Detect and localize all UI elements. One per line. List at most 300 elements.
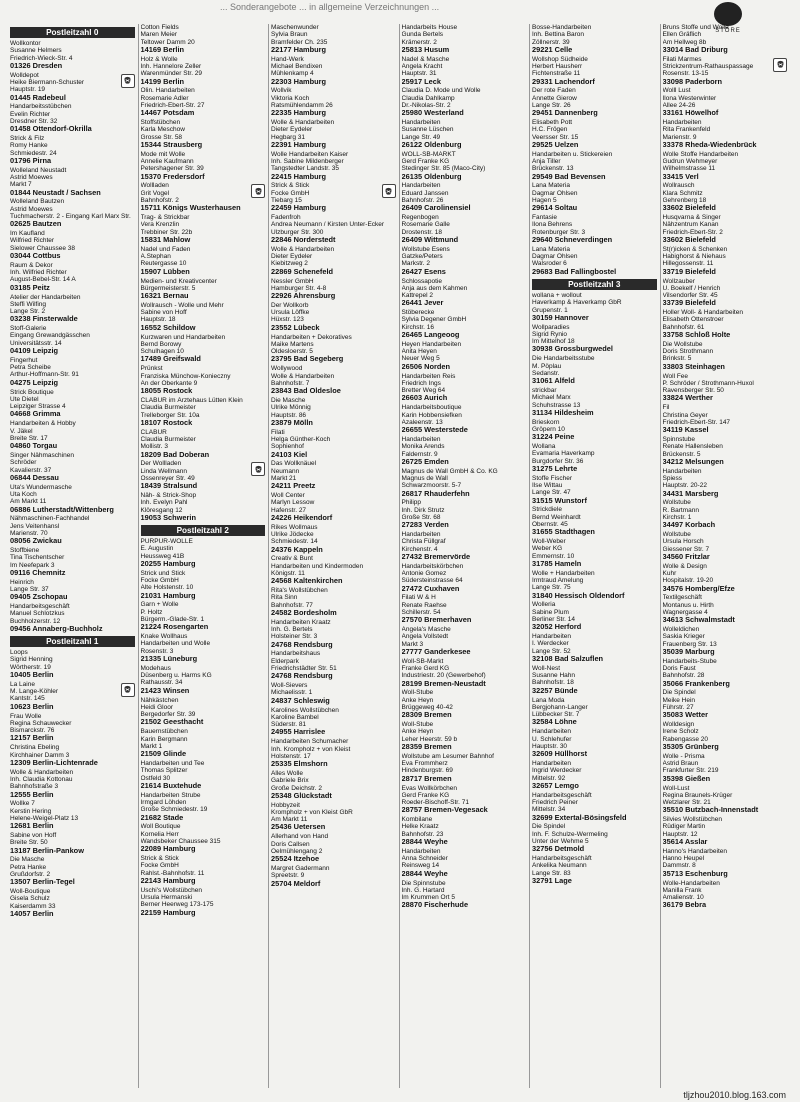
store-postal-city: 33719 Bielefeld <box>662 267 716 276</box>
store-entry <box>271 492 396 522</box>
store-emblem-icon <box>773 58 787 72</box>
store-detail-line: Klara Schmitz <box>662 189 703 197</box>
store-detail-line: Michael Bendixen <box>271 62 323 70</box>
store-postal-city: 26506 Norden <box>401 362 450 371</box>
store-detail-line: Evas Wollkörbchen <box>401 784 458 792</box>
store-detail-line: Heinrich <box>10 578 34 586</box>
store-detail-line: Focke GmbH <box>140 862 179 870</box>
store-detail-line: Klöresgang 12 <box>140 506 183 514</box>
store-detail-line: Bruns Stoffe und Wolle <box>662 24 729 31</box>
store-detail-line: V. Jäkel <box>10 427 33 435</box>
store-entry <box>271 650 396 680</box>
store-detail-line: Wollstube <box>662 499 691 507</box>
store-entry <box>10 800 135 830</box>
store-detail-line: Gerd Franke KG <box>401 791 450 799</box>
store-detail-line: Brückenstr. 5 <box>662 450 701 458</box>
store-detail-line: Im Neefepark 3 <box>10 561 55 569</box>
store-entry <box>663 721 788 751</box>
store-postal-city: 28717 Bremen <box>401 774 452 783</box>
store-entry <box>402 721 527 751</box>
store-detail-line: Alles Wolle <box>271 769 304 777</box>
store-detail-line: Hanno Heupel <box>662 855 705 863</box>
store-entry <box>10 325 135 355</box>
store-postal-city: 33824 Werther <box>662 394 713 403</box>
store-detail-line: Uta's Wundermasche <box>10 483 72 491</box>
store-entry <box>402 880 527 910</box>
store-detail-line: Haverkamp & Haverkamp GbR <box>532 299 622 307</box>
store-entry <box>532 119 657 149</box>
store-detail-line: Astrid Braun <box>662 760 699 768</box>
store-entry <box>141 334 266 364</box>
store-entry <box>532 697 657 727</box>
store-entry <box>10 452 135 482</box>
store-detail-line: Wollstube am Lesumer Bahnhof <box>401 752 494 760</box>
store-detail-line: Woll-Lust <box>662 784 690 792</box>
store-detail-line: Wollzauber <box>662 277 695 285</box>
store-detail-line: P. Schröder / Strothmann-Huxol <box>662 379 754 387</box>
store-detail-line: Fadenfroh <box>271 214 301 222</box>
store-detail-line: Brüggeweg 40-42 <box>401 704 453 712</box>
store-detail-line: Petra Scheibe <box>10 364 51 372</box>
store-postal-city: 33098 Paderborn <box>662 77 723 86</box>
store-postal-city: 04668 Grimma <box>10 410 61 419</box>
store-postal-city: 35510 Butzbach-Innenstadt <box>662 806 759 815</box>
store-detail-line: Franziska Münchow-Konieczny <box>140 372 231 380</box>
store-detail-line: Maike Martens <box>271 340 314 348</box>
store-postal-city: 29331 Lachendorf <box>532 77 595 86</box>
store-detail-line: Trag- & Strickbar <box>140 214 190 222</box>
store-detail-line: Gehrenberg 18 <box>662 197 707 205</box>
store-entry <box>663 151 788 181</box>
store-entry <box>271 278 396 301</box>
store-postal-city: 26603 Aurich <box>401 394 448 403</box>
store-detail-line: Im Krummen Ort 5 <box>401 894 455 902</box>
store-entry <box>141 278 266 301</box>
store-detail-line: Lange Str. 2 <box>10 308 46 316</box>
store-detail-line: Das Wollknäuel <box>271 460 317 468</box>
store-postal-city: 32791 Lage <box>532 876 572 885</box>
store-postal-city: 25704 Meldorf <box>271 879 321 888</box>
store-detail-line: Schmiedestr. 24 <box>10 149 57 157</box>
store-entry <box>402 24 527 54</box>
store-detail-line: Markt 3 <box>401 640 424 648</box>
store-detail-line: M. Lange-Köhler <box>10 688 59 696</box>
store-postal-city: 32257 Bünde <box>532 686 578 695</box>
store-detail-line: Bahnhofstr. 23 <box>401 830 444 838</box>
store-detail-line: Handarbeiten u. Stickereien <box>532 150 613 158</box>
store-detail-line: Handarbeitskörbchen <box>401 562 464 570</box>
store-entry <box>141 429 266 459</box>
store-entry <box>10 262 135 292</box>
store-detail-line: Ankelika Neumann <box>532 862 587 870</box>
store-entry <box>10 167 135 197</box>
store-entry <box>663 689 788 719</box>
store-detail-line: Woll-Stube <box>401 721 434 729</box>
store-entry <box>141 492 266 522</box>
store-entry <box>663 753 788 783</box>
store-postal-city: 24768 Rendsburg <box>271 640 333 649</box>
store-detail-line: Wilhelmstrasse 11 <box>662 165 716 173</box>
store-detail-line: Wollparadies <box>532 323 570 331</box>
store-detail-line: Woll Center <box>271 492 305 500</box>
store-detail-line: Petershagener Str. 39 <box>140 165 204 173</box>
store-detail-line: Hospitalstr. 19-20 <box>662 577 714 585</box>
store-postal-city: 28870 Fischerhude <box>401 901 469 910</box>
store-detail-line: Wolleland Neustadt <box>10 166 67 174</box>
store-detail-line: Hillegossenstr. 11 <box>662 260 714 268</box>
store-entry <box>141 397 266 427</box>
store-entry <box>532 665 657 695</box>
store-detail-line: Karolines Wollstübchen <box>271 706 339 714</box>
store-entry <box>532 760 657 790</box>
store-postal-city: 01326 Dresden <box>10 61 63 70</box>
store-detail-line: I. Werdecker <box>532 640 569 648</box>
store-entry <box>271 365 396 395</box>
store-detail-line: Handarbeiten <box>401 182 441 190</box>
store-detail-line: Handarbeiten Schumacher <box>271 738 349 746</box>
store-postal-city: 29221 Celle <box>532 45 573 54</box>
store-detail-line: Nähkästchen <box>140 696 179 704</box>
store-detail-line: Loops <box>10 649 28 657</box>
store-entry <box>141 570 266 600</box>
store-postal-city: 33803 Steinhagen <box>662 362 725 371</box>
store-entry <box>663 658 788 688</box>
store-detail-line: Filati W & H <box>401 594 436 602</box>
store-entry <box>402 151 527 181</box>
store-detail-line: Fantasie <box>532 214 557 222</box>
store-detail-line: Hand-Werk <box>271 55 304 63</box>
store-detail-line: Fil <box>662 404 670 412</box>
store-detail-line: Bergjohann-Langer <box>532 703 588 711</box>
store-postal-city: 18209 Bad Doberan <box>140 450 210 459</box>
store-entry <box>10 832 135 855</box>
store-detail-line: Karin Bergmann <box>140 735 188 743</box>
store-entry <box>271 619 396 649</box>
store-detail-line: Am Markt 11 <box>10 498 47 506</box>
store-postal-city: 12157 Berlin <box>10 734 54 743</box>
store-detail-line: Hafenstr. 27 <box>271 506 307 514</box>
store-detail-line: Hauptstr. 20-22 <box>662 482 707 490</box>
store-postal-city: 06844 Dessau <box>10 473 59 482</box>
store-detail-line: Am Hellweg 8b <box>662 38 707 46</box>
store-detail-line: Annelie Kaufmann <box>140 158 194 166</box>
store-entry <box>663 785 788 815</box>
store-detail-line: CLABUR im Ärztehaus Lütten Klein <box>140 396 243 404</box>
store-detail-line: Dammstr. 8 <box>662 862 696 870</box>
store-detail-line: Wollladen <box>140 182 169 190</box>
store-postal-city: 21509 Glinde <box>140 750 187 759</box>
store-postal-city: 16552 Schildow <box>140 323 196 332</box>
store-entry <box>10 744 135 767</box>
store-entry <box>402 563 527 593</box>
store-postal-city: 32699 Extertal-Bösingsfeld <box>532 813 627 822</box>
store-detail-line: Emmernstr. 10 <box>532 552 575 560</box>
store-detail-line: Leipziger Strasse 4 <box>10 403 66 411</box>
store-detail-line: Zöllnerstr. 39 <box>532 38 570 46</box>
store-entry <box>402 246 527 276</box>
store-detail-line: Habighorst & Niehaus <box>662 253 726 261</box>
store-entry <box>271 151 396 181</box>
store-detail-line: Markt 21 <box>271 474 297 482</box>
store-postal-city: 28844 Weyhe <box>401 838 448 847</box>
store-postal-city: 15370 Fredersdorf <box>140 172 205 181</box>
store-postal-city: 21031 Hamburg <box>140 591 196 600</box>
store-detail-line: Wolleldichen <box>662 626 700 634</box>
store-detail-line: Rathausstr. 34 <box>140 679 183 687</box>
store-detail-line: strickbar <box>532 386 557 394</box>
store-detail-line: Amalienstr. 10 <box>662 894 704 902</box>
store-postal-city: 15907 Lübben <box>140 267 190 276</box>
store-detail-line: Antonie Gomez <box>401 569 447 577</box>
store-detail-line: Husqvarna & Singer <box>662 214 721 222</box>
store-detail-line: Handarbeiten <box>401 435 441 443</box>
store-detail-line: Christina Geyer <box>662 411 708 419</box>
store-entry <box>532 475 657 505</box>
store-postal-city: 01796 Pirna <box>10 156 52 165</box>
store-postal-city: 34613 Schwalmstadt <box>662 616 735 625</box>
store-detail-line: Kurzwaren und Handarbeiten <box>140 333 226 341</box>
store-entry <box>532 56 657 86</box>
store-entry <box>663 214 788 244</box>
store-detail-line: Annette Gierow <box>532 94 577 102</box>
store-entry <box>271 555 396 585</box>
store-entry <box>271 587 396 617</box>
store-detail-line: Spiess <box>662 474 683 482</box>
store-detail-line: Mittelstr. 34 <box>532 806 566 814</box>
store-detail-line: Medien- und Kreativcenter <box>140 277 217 285</box>
store-detail-line: Unter der Wehme 5 <box>532 837 589 845</box>
store-detail-line: Wolle & Handarbeiten <box>10 768 74 776</box>
store-entry <box>402 404 527 434</box>
store-detail-line: Stoffstübchen <box>140 119 181 127</box>
store-postal-city: 26441 Jever <box>401 299 444 308</box>
store-detail-line: Handarbeiten Kraatz <box>271 618 331 626</box>
store-detail-line: Oelmühlengang 2 <box>271 847 323 855</box>
store-detail-line: Grit Vogel <box>140 189 170 197</box>
store-postal-city: 30159 Hannover <box>532 313 589 322</box>
store-detail-line: Inh. Wilfried Richter <box>10 269 67 277</box>
store-postal-city: 24211 Preetz <box>271 482 316 491</box>
store-detail-line: Ilona Behrens <box>532 221 573 229</box>
store-postal-city: 18439 Stralsund <box>140 482 198 491</box>
store-postal-city: 14199 Berlin <box>140 77 185 86</box>
store-postal-city: 23795 Bad Segeberg <box>271 355 344 364</box>
store-postal-city: 24582 Bordesholm <box>271 608 337 617</box>
store-postal-city: 10405 Berlin <box>10 671 54 680</box>
store-detail-line: Anke Heyn <box>401 696 434 704</box>
store-detail-line: Wolle + Handarbeiten <box>532 569 595 577</box>
store-detail-line: Handarbeitsgeschäft <box>532 791 592 799</box>
store-directory <box>10 24 790 1088</box>
store-detail-line: Doris Strothmann <box>662 348 714 356</box>
store-detail-line: Handarbeiten <box>401 119 441 127</box>
store-detail-line: Ursula Löffke <box>271 309 310 317</box>
store-entry <box>10 198 135 228</box>
store-detail-line: Vilsendorfer Str. 45 <box>662 292 718 300</box>
store-entry <box>10 420 135 450</box>
store-detail-line: Strickdiele <box>532 506 562 514</box>
store-detail-line: Heidi Gloor <box>140 703 174 711</box>
store-detail-line: Weber KG <box>532 545 563 553</box>
store-detail-line: Große Deichstr. 2 <box>271 784 322 792</box>
store-detail-line: Focke GmbH <box>140 577 179 585</box>
store-detail-line: Allee 24-26 <box>662 101 696 109</box>
store-detail-line: Berner Heerweg 173-175 <box>140 901 214 909</box>
store-entry <box>663 182 788 212</box>
store-postal-city: 22869 Schenefeld <box>271 267 334 276</box>
store-entry <box>271 802 396 832</box>
store-entry <box>532 506 657 536</box>
store-detail-line: Franke Gerd KG <box>401 665 450 673</box>
store-detail-line: Leher Heerstr. 59 b <box>401 735 458 743</box>
store-detail-line: Berliner Str. 14 <box>532 616 575 624</box>
store-entry <box>141 887 266 917</box>
store-detail-line: Bahnhofstr. 26 <box>401 197 444 205</box>
store-detail-line: Wolle & Design <box>662 562 707 570</box>
store-detail-line: Steffi Wilfing <box>10 300 47 308</box>
store-detail-line: Rosemarie Adler <box>140 94 189 102</box>
store-detail-line: E. Augustin <box>140 545 174 553</box>
store-detail-line: La Laine <box>10 680 35 688</box>
store-detail-line: Der Wollladen <box>140 460 182 468</box>
store-detail-line: H.C. Frögen <box>532 126 568 134</box>
store-detail-line: Renate Raehse <box>401 601 447 609</box>
store-detail-line: Kirchhainer Damm 3 <box>10 751 70 759</box>
store-entry <box>532 355 657 385</box>
store-detail-line: Handarbeiten & Hobby <box>10 420 76 428</box>
store-detail-line: Dresdner Str. 32 <box>10 117 58 125</box>
store-detail-line: Lange Str. 49 <box>401 133 441 141</box>
store-detail-line: St(r)icken & Schenken <box>662 245 728 253</box>
store-postal-city: 28199 Bremen-Neustadt <box>401 679 486 688</box>
store-detail-line: Uta Koch <box>10 490 37 498</box>
store-entry <box>271 246 396 276</box>
store-detail-line: Handarbeiten und Wolle <box>140 640 211 648</box>
store-detail-line: Rüdiger Martin <box>662 823 706 831</box>
store-postal-city: 28757 Bremen-Vegesack <box>401 806 488 815</box>
store-detail-line: Grupenstr. 1 <box>532 306 568 314</box>
store-postal-city: 26725 Emden <box>401 457 449 466</box>
store-detail-line: Rosenstr. 13-15 <box>662 70 709 78</box>
store-entry <box>271 214 396 244</box>
store-detail-line: Meike Hein <box>662 696 696 704</box>
store-detail-line: Irmgard Löhden <box>140 798 187 806</box>
store-detail-line: Gröpern 10 <box>532 425 565 433</box>
store-entry <box>532 570 657 600</box>
store-entry <box>532 24 657 54</box>
store-detail-line: Wollshop Südheide <box>532 55 588 63</box>
store-postal-city: 31655 Stadthagen <box>532 528 595 537</box>
store-postal-city: 35305 Grünberg <box>662 743 719 752</box>
store-detail-line: Woll-Sievers <box>271 682 308 690</box>
store-entry <box>271 460 396 490</box>
store-detail-line: Bismarckstr. 76 <box>10 727 55 735</box>
store-postal-city: 26122 Oldenburg <box>401 140 462 149</box>
store-detail-line: Ratsmühlendamm 26 <box>271 101 333 109</box>
store-detail-line: Bürgermeisterstr. 5 <box>140 284 196 292</box>
store-postal-city: 25524 Itzehoe <box>271 855 320 864</box>
store-detail-line: Nessler GmbH <box>271 277 314 285</box>
store-postal-city: 28359 Bremen <box>401 743 452 752</box>
store-detail-line: Die Masche <box>10 856 45 864</box>
store-detail-line: Handarbeitsgeschäft <box>10 603 70 611</box>
faded-header-text: ... Sonderangebote ... in allgemeine Verzeichnungen ... <box>220 2 440 12</box>
store-detail-line: Handarbeiten Strube <box>140 791 201 799</box>
store-detail-line: Süderstr. 81 <box>271 721 307 729</box>
store-entry <box>271 56 396 86</box>
store-detail-line: Filati Marmes <box>662 55 702 63</box>
store-detail-line: Dr.-Nikolas-Str. 2 <box>401 101 451 109</box>
store-detail-line: Neuer Weg 5 <box>401 355 440 363</box>
store-detail-line: Heyen Handarbeiten <box>401 340 462 348</box>
store-detail-line: Wolle & Handarbeiten <box>271 245 335 253</box>
store-detail-line: Eva Frommherz <box>401 760 448 768</box>
store-entry <box>402 689 527 719</box>
store-detail-line: Manilla Frank <box>662 886 702 894</box>
store-postal-city: 25813 Husum <box>401 45 450 54</box>
store-detail-line: Strick & Stick <box>140 854 179 862</box>
store-detail-line: Hauptstr. 12 <box>662 830 698 838</box>
store-postal-city: 23843 Bad Oldesloe <box>271 387 341 396</box>
store-detail-line: Anna Schneider <box>401 855 448 863</box>
store-postal-city: 26427 Esens <box>401 267 446 276</box>
store-postal-city: 31840 Hessisch Oldendorf <box>532 591 625 600</box>
store-postal-city: 23552 Lübeck <box>271 323 320 332</box>
store-postal-city: 34431 Marsberg <box>662 489 719 498</box>
store-detail-line: Stoffbiene <box>10 547 40 554</box>
store-detail-line: P. Holtz <box>140 608 163 616</box>
store-emblem-icon <box>251 462 265 476</box>
store-postal-city: 36179 Bebra <box>662 901 707 910</box>
store-postal-city: 26409 Carolinensiel <box>401 204 471 213</box>
store-detail-line: Inh. Hannelore Zeller <box>140 62 202 70</box>
store-detail-line: Lana Materia <box>532 182 570 190</box>
store-entry <box>10 135 135 165</box>
store-postal-city: 26465 Langeoog <box>401 331 460 340</box>
store-postal-city: 21423 Winsen <box>140 686 190 695</box>
store-detail-line: Die Spindel <box>662 689 696 697</box>
store-detail-line: Christa Füllgraf <box>401 538 446 546</box>
store-detail-line: Ursula Hermanski <box>140 893 193 901</box>
store-postal-city: 34576 Homberg/Efze <box>662 584 735 593</box>
store-detail-line: Inh. G. Hartard <box>401 886 445 894</box>
store-detail-line: Doris Faust <box>662 665 696 673</box>
store-entry <box>141 538 266 568</box>
store-postal-city: 15831 Mahlow <box>140 236 191 245</box>
store-entry <box>402 87 527 117</box>
store-entry <box>402 753 527 783</box>
store-entry <box>271 682 396 705</box>
store-detail-line: Wilfried Richter <box>10 237 55 245</box>
store-detail-line: Claudia Burmeister <box>140 435 196 443</box>
store-detail-line: Kornelia Herr <box>140 830 179 838</box>
store-entry <box>271 770 396 800</box>
store-detail-line: Knake Wollhaus <box>140 633 188 641</box>
store-entry <box>271 334 396 364</box>
store-detail-line: Kirchstr. 1 <box>662 513 692 521</box>
store-detail-line: Michaelisstr. 1 <box>271 689 313 697</box>
store-postal-city: 35039 Marburg <box>662 647 715 656</box>
store-detail-line: Die Spinnstube <box>401 879 446 887</box>
store-detail-line: Lübbecker Str. 7 <box>532 711 580 719</box>
store-entry <box>271 833 396 863</box>
store-detail-line: Markstr. 2 <box>401 260 431 268</box>
store-entry <box>10 230 135 260</box>
store-detail-line: Hauptstr. 31 <box>401 70 437 78</box>
store-entry <box>10 888 135 918</box>
store-detail-line: Hauptstr. 18 <box>140 316 176 324</box>
store-detail-line: Wollrausch <box>662 182 695 190</box>
